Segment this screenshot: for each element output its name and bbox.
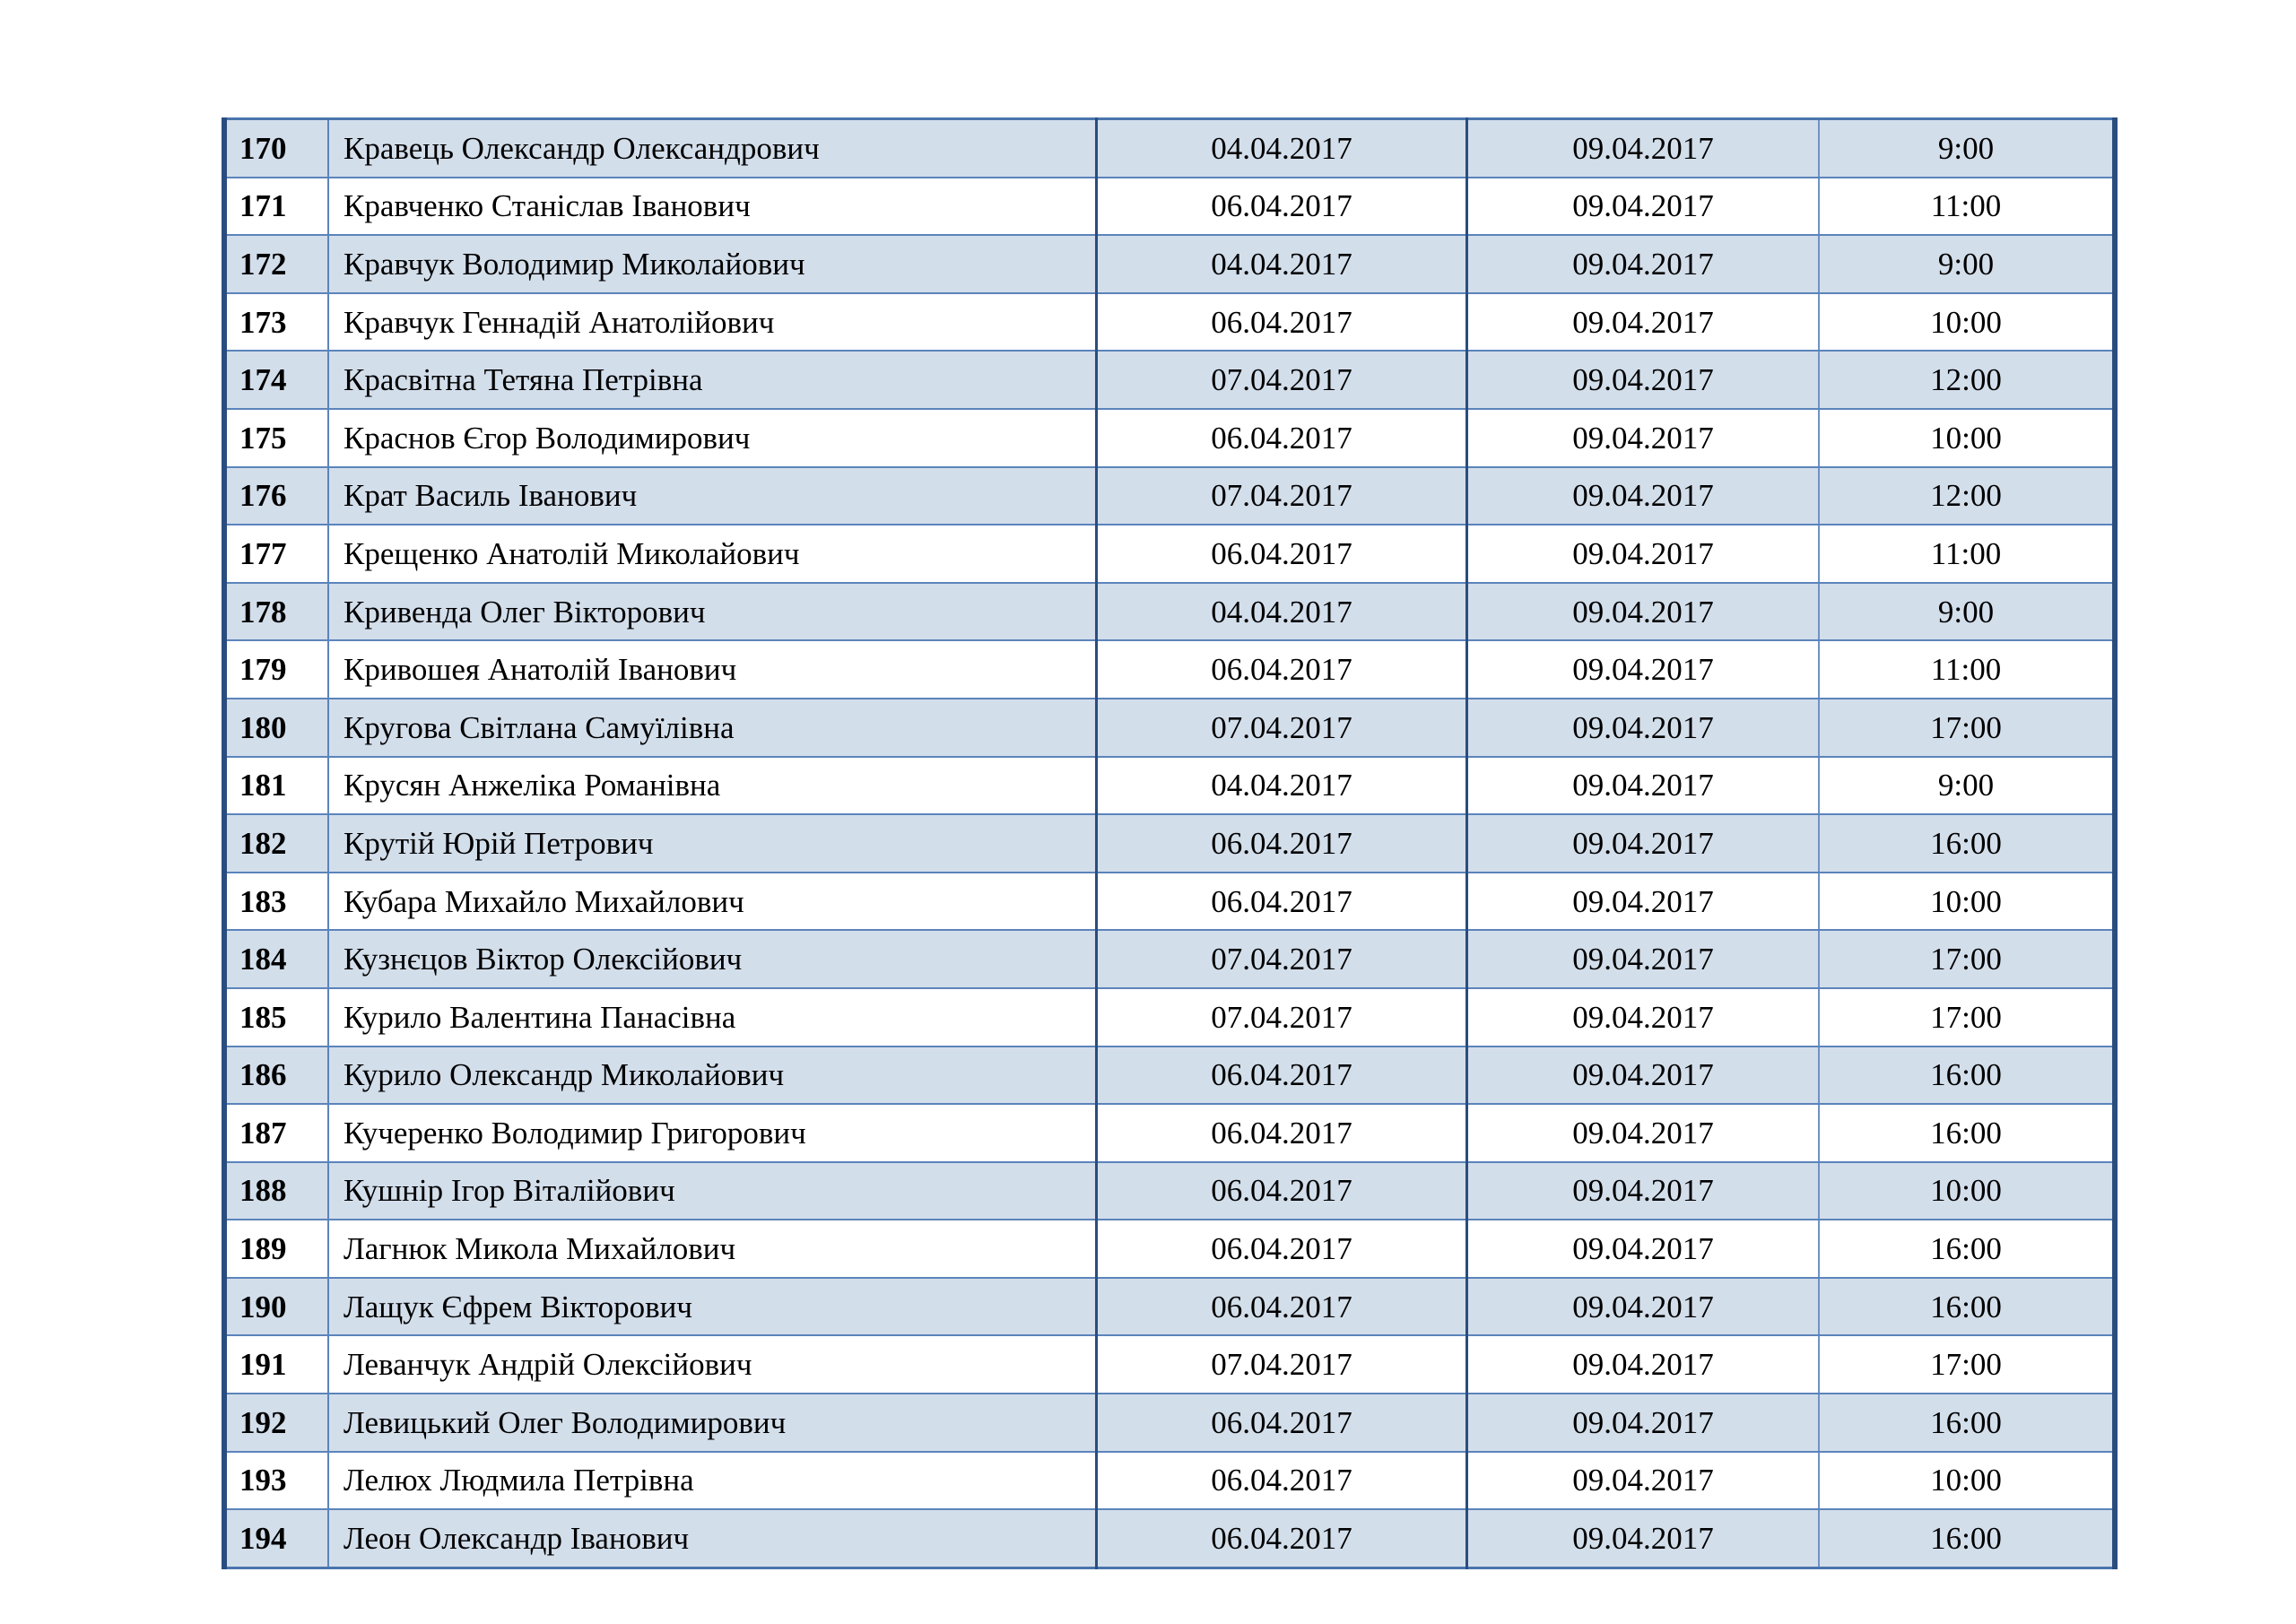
first-date-cell: 06.04.2017 bbox=[1097, 814, 1467, 873]
first-date-cell: 07.04.2017 bbox=[1097, 467, 1467, 525]
full-name-cell: Лагнюк Микола Михайлович bbox=[328, 1220, 1097, 1278]
full-name-cell: Курило Валентина Панасівна bbox=[328, 988, 1097, 1046]
full-name-cell: Кравчук Геннадій Анатолійович bbox=[328, 293, 1097, 352]
second-date-cell: 09.04.2017 bbox=[1467, 583, 1820, 641]
row-number-cell: 184 bbox=[224, 930, 328, 988]
table-row bbox=[224, 293, 2115, 352]
first-date-cell: 06.04.2017 bbox=[1097, 873, 1467, 931]
time-cell: 10:00 bbox=[1819, 409, 2115, 467]
table-row bbox=[224, 1335, 2115, 1394]
table-row bbox=[224, 1452, 2115, 1510]
row-number-cell: 190 bbox=[224, 1278, 328, 1336]
row-number-cell: 186 bbox=[224, 1046, 328, 1105]
row-number-cell: 178 bbox=[224, 583, 328, 641]
row-number-cell: 194 bbox=[224, 1509, 328, 1568]
table-row bbox=[224, 1509, 2115, 1568]
second-date-cell: 09.04.2017 bbox=[1467, 814, 1820, 873]
second-date-cell: 09.04.2017 bbox=[1467, 1046, 1820, 1105]
time-cell: 12:00 bbox=[1819, 467, 2115, 525]
second-date-cell: 09.04.2017 bbox=[1467, 1104, 1820, 1162]
second-date-cell: 09.04.2017 bbox=[1467, 1335, 1820, 1394]
first-date-cell: 06.04.2017 bbox=[1097, 525, 1467, 583]
full-name-cell: Леон Олександр Іванович bbox=[328, 1509, 1097, 1568]
second-date-cell: 09.04.2017 bbox=[1467, 1394, 1820, 1452]
time-cell: 9:00 bbox=[1819, 583, 2115, 641]
full-name-cell: Крутій Юрій Петрович bbox=[328, 814, 1097, 873]
time-cell: 10:00 bbox=[1819, 873, 2115, 931]
time-cell: 11:00 bbox=[1819, 178, 2115, 236]
first-date-cell: 06.04.2017 bbox=[1097, 1046, 1467, 1105]
table-row bbox=[224, 1162, 2115, 1220]
full-name-cell: Красвітна Тетяна Петрівна bbox=[328, 351, 1097, 409]
first-date-cell: 06.04.2017 bbox=[1097, 1394, 1467, 1452]
second-date-cell: 09.04.2017 bbox=[1467, 1509, 1820, 1568]
first-date-cell: 06.04.2017 bbox=[1097, 1162, 1467, 1220]
second-date-cell: 09.04.2017 bbox=[1467, 699, 1820, 757]
second-date-cell: 09.04.2017 bbox=[1467, 1452, 1820, 1510]
table-body bbox=[224, 119, 2115, 1568]
first-date-cell: 04.04.2017 bbox=[1097, 583, 1467, 641]
first-date-cell: 06.04.2017 bbox=[1097, 409, 1467, 467]
second-date-cell: 09.04.2017 bbox=[1467, 640, 1820, 699]
table-row bbox=[224, 1394, 2115, 1452]
table-row bbox=[224, 930, 2115, 988]
full-name-cell: Кузнєцов Віктор Олексійович bbox=[328, 930, 1097, 988]
row-number-cell: 175 bbox=[224, 409, 328, 467]
table-row bbox=[224, 873, 2115, 931]
first-date-cell: 04.04.2017 bbox=[1097, 119, 1467, 178]
second-date-cell: 09.04.2017 bbox=[1467, 293, 1820, 352]
row-number-cell: 188 bbox=[224, 1162, 328, 1220]
full-name-cell: Кубара Михайло Михайлович bbox=[328, 873, 1097, 931]
time-cell: 17:00 bbox=[1819, 699, 2115, 757]
time-cell: 17:00 bbox=[1819, 1335, 2115, 1394]
full-name-cell: Кругова Світлана Самуїлівна bbox=[328, 699, 1097, 757]
second-date-cell: 09.04.2017 bbox=[1467, 873, 1820, 931]
full-name-cell: Курило Олександр Миколайович bbox=[328, 1046, 1097, 1105]
time-cell: 16:00 bbox=[1819, 814, 2115, 873]
row-number-cell: 179 bbox=[224, 640, 328, 699]
table-row bbox=[224, 699, 2115, 757]
first-date-cell: 07.04.2017 bbox=[1097, 699, 1467, 757]
row-number-cell: 180 bbox=[224, 699, 328, 757]
full-name-cell: Кучеренко Володимир Григорович bbox=[328, 1104, 1097, 1162]
full-name-cell: Крещенко Анатолій Миколайович bbox=[328, 525, 1097, 583]
table-row bbox=[224, 757, 2115, 815]
full-name-cell: Кривенда Олег Вікторович bbox=[328, 583, 1097, 641]
row-number-cell: 176 bbox=[224, 467, 328, 525]
time-cell: 16:00 bbox=[1819, 1220, 2115, 1278]
table-row bbox=[224, 814, 2115, 873]
table-row bbox=[224, 409, 2115, 467]
full-name-cell: Левицький Олег Володимирович bbox=[328, 1394, 1097, 1452]
first-date-cell: 06.04.2017 bbox=[1097, 1278, 1467, 1336]
first-date-cell: 07.04.2017 bbox=[1097, 1335, 1467, 1394]
time-cell: 9:00 bbox=[1819, 235, 2115, 293]
second-date-cell: 09.04.2017 bbox=[1467, 409, 1820, 467]
row-number-cell: 174 bbox=[224, 351, 328, 409]
row-number-cell: 185 bbox=[224, 988, 328, 1046]
first-date-cell: 07.04.2017 bbox=[1097, 351, 1467, 409]
second-date-cell: 09.04.2017 bbox=[1467, 178, 1820, 236]
time-cell: 9:00 bbox=[1819, 757, 2115, 815]
row-number-cell: 191 bbox=[224, 1335, 328, 1394]
time-cell: 16:00 bbox=[1819, 1046, 2115, 1105]
second-date-cell: 09.04.2017 bbox=[1467, 351, 1820, 409]
row-number-cell: 173 bbox=[224, 293, 328, 352]
full-name-cell: Крат Василь Іванович bbox=[328, 467, 1097, 525]
first-date-cell: 06.04.2017 bbox=[1097, 1509, 1467, 1568]
time-cell: 10:00 bbox=[1819, 1162, 2115, 1220]
second-date-cell: 09.04.2017 bbox=[1467, 930, 1820, 988]
row-number-cell: 177 bbox=[224, 525, 328, 583]
schedule-table bbox=[222, 117, 2118, 1569]
table-row bbox=[224, 1278, 2115, 1336]
table-row bbox=[224, 525, 2115, 583]
first-date-cell: 06.04.2017 bbox=[1097, 1104, 1467, 1162]
time-cell: 16:00 bbox=[1819, 1394, 2115, 1452]
full-name-cell: Лащук Єфрем Вікторович bbox=[328, 1278, 1097, 1336]
full-name-cell: Леванчук Андрій Олексійович bbox=[328, 1335, 1097, 1394]
table-row bbox=[224, 1104, 2115, 1162]
row-number-cell: 171 bbox=[224, 178, 328, 236]
first-date-cell: 07.04.2017 bbox=[1097, 988, 1467, 1046]
second-date-cell: 09.04.2017 bbox=[1467, 1278, 1820, 1336]
full-name-cell: Лелюх Людмила Петрівна bbox=[328, 1452, 1097, 1510]
row-number-cell: 172 bbox=[224, 235, 328, 293]
first-date-cell: 06.04.2017 bbox=[1097, 178, 1467, 236]
row-number-cell: 181 bbox=[224, 757, 328, 815]
row-number-cell: 183 bbox=[224, 873, 328, 931]
table-row bbox=[224, 1046, 2115, 1105]
row-number-cell: 192 bbox=[224, 1394, 328, 1452]
first-date-cell: 06.04.2017 bbox=[1097, 293, 1467, 352]
time-cell: 12:00 bbox=[1819, 351, 2115, 409]
full-name-cell: Кравець Олександр Олександрович bbox=[328, 119, 1097, 178]
full-name-cell: Кривошея Анатолій Іванович bbox=[328, 640, 1097, 699]
full-name-cell: Крусян Анжеліка Романівна bbox=[328, 757, 1097, 815]
first-date-cell: 04.04.2017 bbox=[1097, 757, 1467, 815]
table-row bbox=[224, 1220, 2115, 1278]
full-name-cell: Краснов Єгор Володимирович bbox=[328, 409, 1097, 467]
second-date-cell: 09.04.2017 bbox=[1467, 988, 1820, 1046]
table-row bbox=[224, 119, 2115, 178]
table-row bbox=[224, 467, 2115, 525]
row-number-cell: 170 bbox=[224, 119, 328, 178]
row-number-cell: 187 bbox=[224, 1104, 328, 1162]
row-number-cell: 182 bbox=[224, 814, 328, 873]
time-cell: 9:00 bbox=[1819, 119, 2115, 178]
table-row bbox=[224, 178, 2115, 236]
first-date-cell: 04.04.2017 bbox=[1097, 235, 1467, 293]
second-date-cell: 09.04.2017 bbox=[1467, 119, 1820, 178]
first-date-cell: 07.04.2017 bbox=[1097, 930, 1467, 988]
first-date-cell: 06.04.2017 bbox=[1097, 1452, 1467, 1510]
time-cell: 17:00 bbox=[1819, 988, 2115, 1046]
time-cell: 10:00 bbox=[1819, 293, 2115, 352]
time-cell: 16:00 bbox=[1819, 1278, 2115, 1336]
second-date-cell: 09.04.2017 bbox=[1467, 235, 1820, 293]
full-name-cell: Кушнір Ігор Віталійович bbox=[328, 1162, 1097, 1220]
row-number-cell: 189 bbox=[224, 1220, 328, 1278]
second-date-cell: 09.04.2017 bbox=[1467, 1162, 1820, 1220]
table-row bbox=[224, 988, 2115, 1046]
table-row bbox=[224, 235, 2115, 293]
second-date-cell: 09.04.2017 bbox=[1467, 525, 1820, 583]
table-row bbox=[224, 640, 2115, 699]
first-date-cell: 06.04.2017 bbox=[1097, 640, 1467, 699]
full-name-cell: Кравченко Станіслав Іванович bbox=[328, 178, 1097, 236]
time-cell: 10:00 bbox=[1819, 1452, 2115, 1510]
time-cell: 16:00 bbox=[1819, 1509, 2115, 1568]
second-date-cell: 09.04.2017 bbox=[1467, 1220, 1820, 1278]
time-cell: 11:00 bbox=[1819, 525, 2115, 583]
second-date-cell: 09.04.2017 bbox=[1467, 757, 1820, 815]
time-cell: 17:00 bbox=[1819, 930, 2115, 988]
time-cell: 16:00 bbox=[1819, 1104, 2115, 1162]
second-date-cell: 09.04.2017 bbox=[1467, 467, 1820, 525]
first-date-cell: 06.04.2017 bbox=[1097, 1220, 1467, 1278]
table-row bbox=[224, 351, 2115, 409]
table-row bbox=[224, 583, 2115, 641]
row-number-cell: 193 bbox=[224, 1452, 328, 1510]
time-cell: 11:00 bbox=[1819, 640, 2115, 699]
full-name-cell: Кравчук Володимир Миколайович bbox=[328, 235, 1097, 293]
